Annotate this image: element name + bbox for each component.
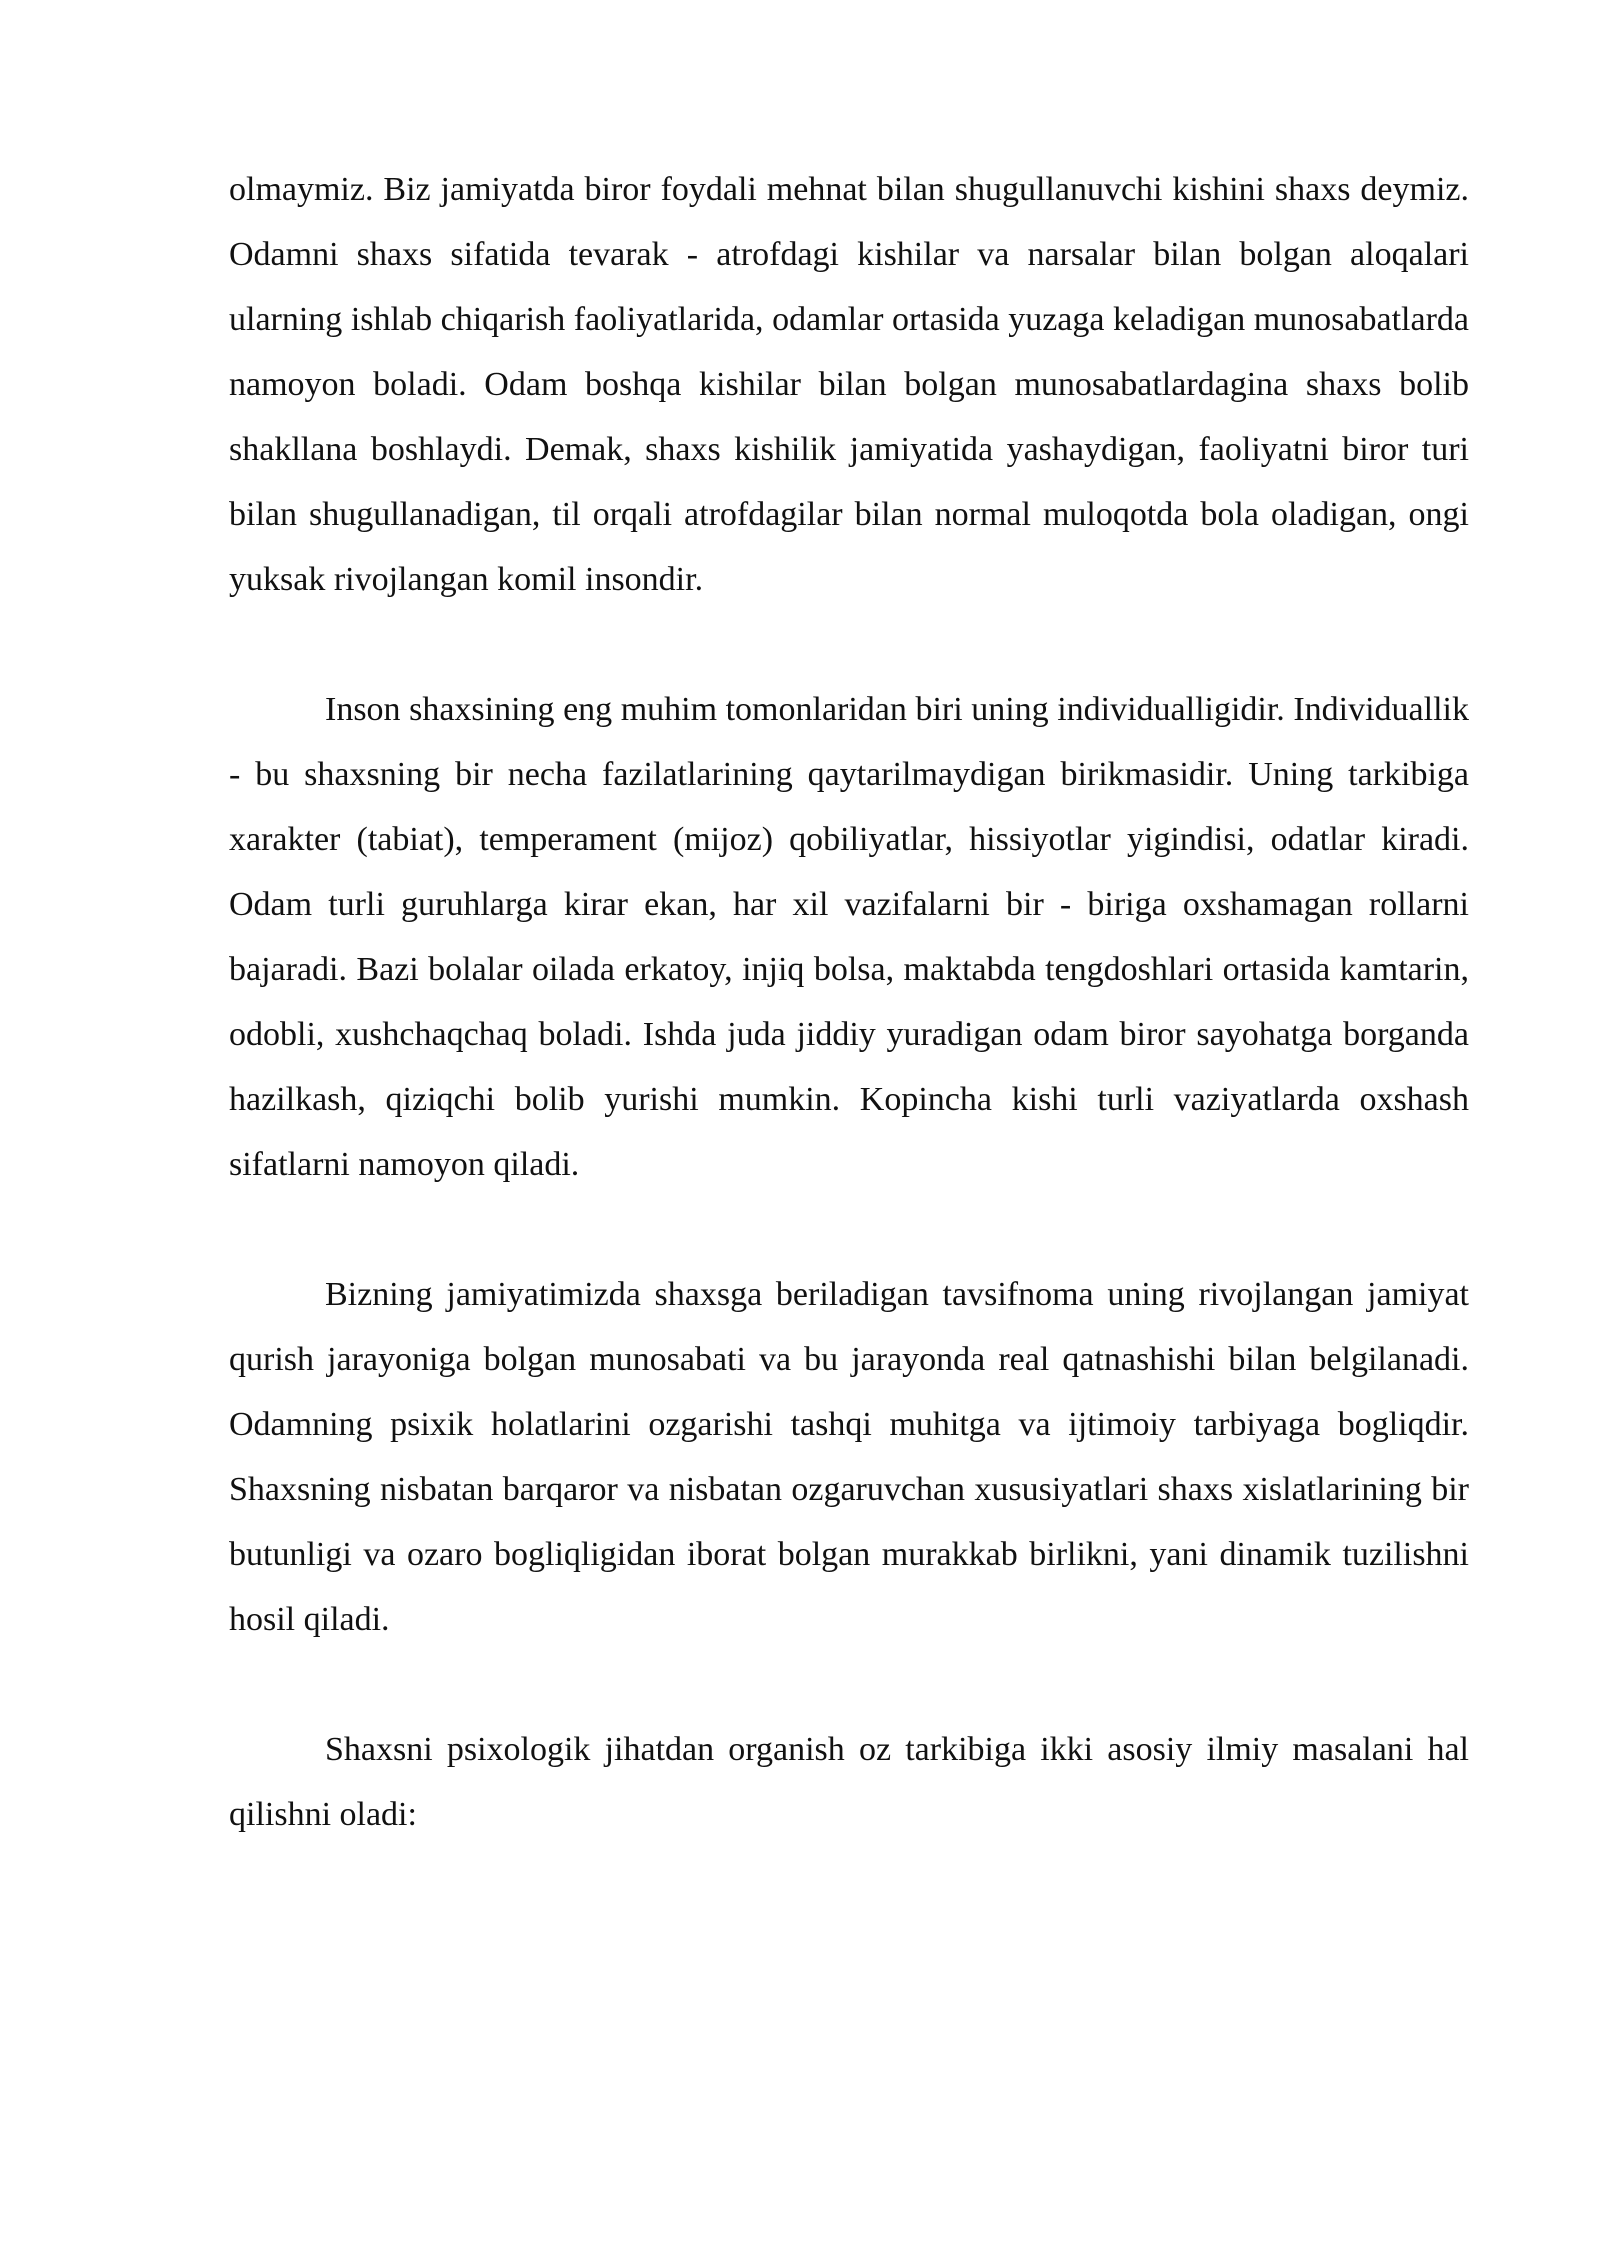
paragraph-3: Bizning jamiyatimizda shaxsga beriladigan tavsifnoma uning rivojlangan jamiyat qurish jarayoniga bolgan munosabati va bu jarayonda real qatnashishi bilan belgilanadi. Odamning psixik holatlarini ozgarishi tashqi muhitga va ijtimoiy tarbiyaga bogliqdir. Shaxsning nisbatan barqaror va nisbatan ozgaruvchan xususiyatlari shaxs xislatlarining bir butunligi va ozaro bogliqligidan iborat bolgan murakkab birlikni, yani dinamik tuzilishni hosil qiladi.	[229, 1276, 1469, 1638]
paragraph-1: olmaymiz. Biz jamiyatda biror foydali mehnat bilan shugullanuvchi kishini shaxs deymiz. Odamni shaxs sifatida tevarak - atrofdagi kishilar va narsalar bilan bolgan aloqalari ularning ishlab chiqarish faoliyatlarida, odamlar ortasida yuzaga keladigan munosabatlarda namoyon boladi. Odam boshqa kishilar bilan bolgan munosabatlardagina shaxs bolib shakllana boshlaydi. Demak, shaxs kishilik jamiyatida yashaydigan, faoliyatni biror turi bilan shugullanadigan, til orqali atrofdagilar bilan normal muloqotda bola oladigan, ongi yuksak rivojlangan komil insondir.	[229, 171, 1469, 598]
document-body	[229, 157, 1469, 1847]
paragraph-4: Shaxsni psixologik jihatdan organish oz tarkibiga ikki asosiy ilmiy masalani hal qilishni oladi:	[229, 1731, 1469, 1833]
paragraph-2: Inson shaxsining eng muhim tomonlaridan biri uning individualligidir. Individuallik - bu shaxsning bir necha fazilatlarining qaytarilmaydigan birikmasidir. Uning tarkibiga xarakter (tabiat), temperament (mijoz) qobiliyatlar, hissiyotlar yigindisi, odatlar kiradi. Odam turli guruhlarga kirar ekan, har xil vazifalarni bir - biriga oxshamagan rollarni bajaradi. Bazi bolalar oilada erkatoy, injiq bolsa, maktabda tengdoshlari ortasida kamtarin, odobli, xushchaqchaq boladi. Ishda juda jiddiy yuradigan odam biror sayohatga borganda hazilkash, qiziqchi bolib yurishi mumkin. Kopincha kishi turli vaziyatlarda oxshash sifatlarni namoyon qiladi.	[229, 691, 1469, 1183]
